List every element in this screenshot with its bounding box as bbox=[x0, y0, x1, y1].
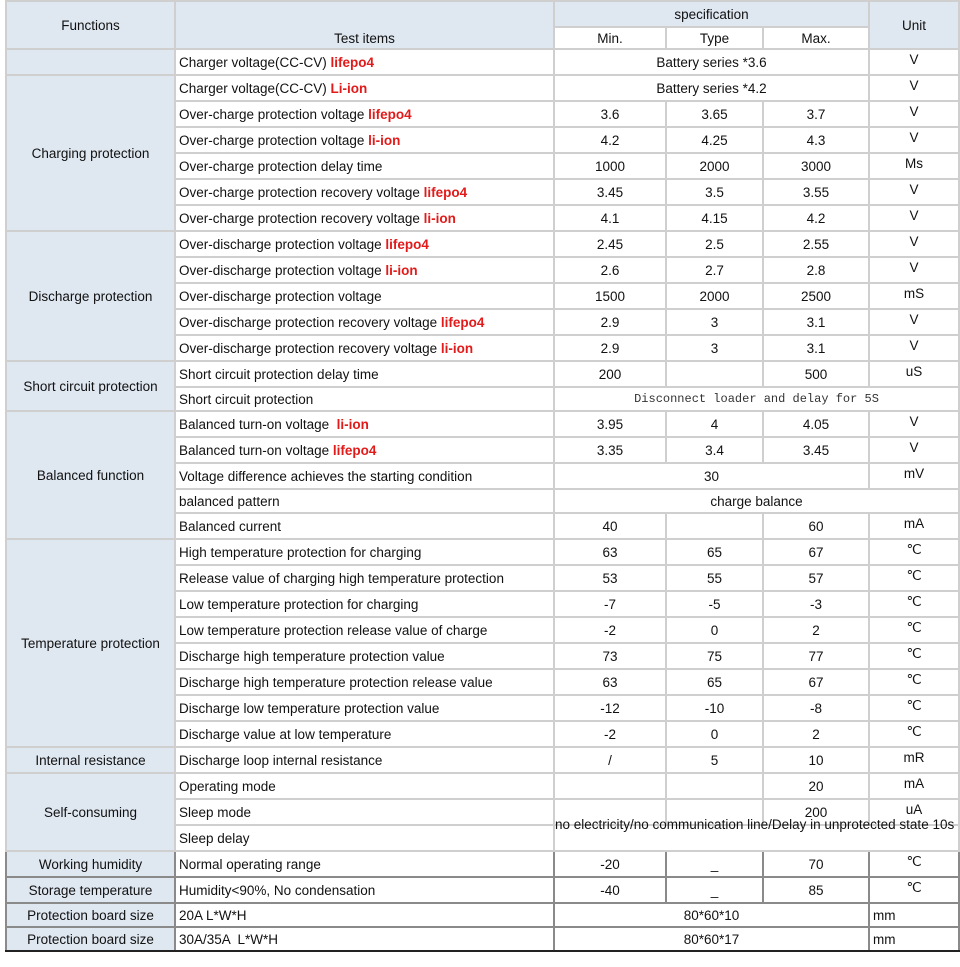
spec-value-cell: Battery series *4.2 bbox=[554, 75, 869, 101]
function-cell: Protection board size bbox=[6, 927, 175, 951]
spec-value-cell: Battery series *3.6 bbox=[554, 49, 869, 75]
test-item-label: Release value of charging high temperature protection bbox=[179, 570, 504, 586]
type-cell: 3.65 bbox=[666, 101, 763, 127]
unit-cell: ℃ bbox=[869, 669, 959, 695]
max-cell: -3 bbox=[763, 591, 869, 617]
function-cell bbox=[6, 49, 175, 75]
table-row bbox=[6, 851, 959, 877]
max-cell: 2.8 bbox=[763, 257, 869, 283]
test-item-cell bbox=[175, 513, 554, 539]
unit-cell: V bbox=[869, 309, 959, 335]
max-cell: 57 bbox=[763, 565, 869, 591]
min-cell bbox=[554, 773, 666, 799]
test-item-label: Low temperature protection release value of charge bbox=[179, 622, 488, 638]
chemistry-highlight: lifepo4 bbox=[385, 236, 429, 252]
test-item-cell bbox=[175, 539, 554, 565]
test-item-label: Over-discharge protection voltage bbox=[179, 262, 386, 278]
min-cell: 3.35 bbox=[554, 437, 666, 463]
unit-cell: V bbox=[869, 127, 959, 153]
type-cell: 65 bbox=[666, 669, 763, 695]
function-cell: Working humidity bbox=[6, 851, 175, 877]
type-cell: 3 bbox=[666, 335, 763, 361]
header-type: Type bbox=[666, 27, 763, 49]
max-cell: 10 bbox=[763, 747, 869, 773]
test-item-label: Balanced current bbox=[179, 518, 282, 534]
unit-cell: ℃ bbox=[869, 695, 959, 721]
unit-cell: V bbox=[869, 231, 959, 257]
function-cell: Discharge protection bbox=[6, 231, 175, 361]
test-item-label: Operating mode bbox=[179, 778, 276, 794]
sleep-delay-text: no electricity/no communication line/Delay in unprotected state 10s bbox=[555, 817, 955, 832]
test-item-label: Discharge high temperature protection release value bbox=[179, 674, 493, 690]
test-item-cell bbox=[175, 695, 554, 721]
table-row bbox=[6, 747, 959, 773]
min-cell: 4.2 bbox=[554, 127, 666, 153]
unit-cell: V bbox=[869, 411, 959, 437]
type-cell: 0 bbox=[666, 721, 763, 747]
test-item-label: Over-discharge protection voltage bbox=[179, 236, 386, 252]
min-cell: 63 bbox=[554, 669, 666, 695]
min-cell: 2.9 bbox=[554, 335, 666, 361]
type-cell: 2000 bbox=[666, 153, 763, 179]
max-cell: 4.3 bbox=[763, 127, 869, 153]
unit-cell: ℃ bbox=[869, 617, 959, 643]
test-item-label: Discharge loop internal resistance bbox=[179, 752, 383, 768]
max-cell: 20 bbox=[763, 773, 869, 799]
test-item-label: Over-discharge protection recovery voltage bbox=[179, 314, 441, 330]
header-min: Min. bbox=[554, 27, 666, 49]
unit-cell: ℃ bbox=[869, 539, 959, 565]
min-cell: 1500 bbox=[554, 283, 666, 309]
max-cell: 3.1 bbox=[763, 309, 869, 335]
unit-cell: ℃ bbox=[869, 721, 959, 747]
test-item-cell bbox=[175, 205, 554, 231]
table-row bbox=[6, 927, 959, 951]
spec-value-cell: Disconnect loader and delay for 5S bbox=[554, 387, 959, 411]
type-cell: 65 bbox=[666, 539, 763, 565]
test-item-label: Balanced turn-on voltage bbox=[179, 416, 337, 432]
type-cell bbox=[666, 773, 763, 799]
unit-cell: ℃ bbox=[869, 565, 959, 591]
unit-cell: ℃ bbox=[869, 643, 959, 669]
max-cell: 3.1 bbox=[763, 335, 869, 361]
test-item-label: balanced pattern bbox=[179, 493, 280, 509]
test-item-label: 20A L*W*H bbox=[179, 907, 247, 923]
test-item-label: 30A/35A L*W*H bbox=[179, 931, 279, 947]
test-item-cell bbox=[175, 179, 554, 205]
min-cell: -20 bbox=[554, 851, 666, 877]
test-item-cell bbox=[175, 283, 554, 309]
unit-cell: V bbox=[869, 257, 959, 283]
chemistry-highlight: lifepo4 bbox=[330, 54, 375, 70]
test-item-label: Over-charge protection recovery voltage bbox=[179, 184, 424, 200]
table-row bbox=[6, 411, 959, 437]
type-cell bbox=[666, 361, 763, 387]
type-cell: 3.4 bbox=[666, 437, 763, 463]
function-cell: Storage temperature bbox=[6, 877, 175, 903]
min-cell: -12 bbox=[554, 695, 666, 721]
sleep-delay-value bbox=[554, 817, 959, 851]
test-item-label: Charger voltage(CC-CV) bbox=[179, 54, 331, 70]
unit-cell: mR bbox=[869, 747, 959, 773]
max-cell: 60 bbox=[763, 513, 869, 539]
test-item-cell bbox=[175, 101, 554, 127]
test-item-cell bbox=[175, 799, 554, 825]
chemistry-highlight: lifepo4 bbox=[332, 442, 377, 458]
min-cell: -2 bbox=[554, 617, 666, 643]
test-item-cell bbox=[175, 309, 554, 335]
min-cell: -2 bbox=[554, 721, 666, 747]
test-item-label: Charger voltage(CC-CV) bbox=[179, 80, 331, 96]
chemistry-highlight: Li-ion bbox=[330, 80, 368, 96]
max-cell: 200 bbox=[763, 799, 869, 825]
test-item-cell bbox=[175, 49, 554, 75]
type-cell: 2000 bbox=[666, 283, 763, 309]
type-cell bbox=[666, 513, 763, 539]
max-cell: 3.45 bbox=[763, 437, 869, 463]
min-cell: 2.45 bbox=[554, 231, 666, 257]
test-item-cell bbox=[175, 387, 554, 411]
unit-cell: V bbox=[869, 335, 959, 361]
test-item-label: Over-charge protection recovery voltage bbox=[179, 210, 424, 226]
function-cell: Charging protection bbox=[6, 75, 175, 231]
unit-cell: mA bbox=[869, 513, 959, 539]
test-item-label: Discharge low temperature protection value bbox=[179, 700, 440, 716]
unit-cell: V bbox=[869, 179, 959, 205]
test-item-label: High temperature protection for charging bbox=[179, 544, 422, 560]
test-item-cell bbox=[175, 903, 554, 927]
test-item-label: Normal operating range bbox=[179, 856, 321, 872]
unit-cell: uA bbox=[869, 799, 959, 825]
test-item-cell bbox=[175, 411, 554, 437]
max-cell: 77 bbox=[763, 643, 869, 669]
chemistry-highlight: li-ion bbox=[423, 210, 456, 226]
max-cell: 3000 bbox=[763, 153, 869, 179]
function-cell: Balanced function bbox=[6, 411, 175, 539]
test-item-cell bbox=[175, 669, 554, 695]
test-item-label: Discharge value at low temperature bbox=[179, 726, 392, 742]
table-row bbox=[6, 75, 959, 101]
spec-value-cell: 80*60*17 bbox=[554, 927, 869, 951]
max-cell: 85 bbox=[763, 877, 869, 903]
test-item-cell bbox=[175, 747, 554, 773]
test-item-cell bbox=[175, 591, 554, 617]
chemistry-highlight: lifepo4 bbox=[368, 106, 412, 122]
function-cell: Temperature protection bbox=[6, 539, 175, 747]
min-cell: 2.6 bbox=[554, 257, 666, 283]
unit-cell: uS bbox=[869, 361, 959, 387]
test-item-cell bbox=[175, 773, 554, 799]
header-unit: Unit bbox=[869, 1, 959, 49]
chemistry-highlight: lifepo4 bbox=[440, 314, 485, 330]
max-cell: 67 bbox=[763, 539, 869, 565]
min-cell: 3.95 bbox=[554, 411, 666, 437]
type-cell: 3 bbox=[666, 309, 763, 335]
test-item-cell bbox=[175, 127, 554, 153]
max-cell: 2 bbox=[763, 617, 869, 643]
test-item-cell bbox=[175, 927, 554, 951]
test-item-cell bbox=[175, 75, 554, 101]
test-item-cell bbox=[175, 721, 554, 747]
type-cell: 3.5 bbox=[666, 179, 763, 205]
test-item-label: Over-charge protection voltage bbox=[179, 106, 369, 122]
test-item-label: Discharge high temperature protection value bbox=[179, 648, 445, 664]
chemistry-highlight: li-ion bbox=[336, 416, 369, 432]
type-cell: 4 bbox=[666, 411, 763, 437]
type-cell: 5 bbox=[666, 747, 763, 773]
max-cell: 2 bbox=[763, 721, 869, 747]
max-cell: 3.55 bbox=[763, 179, 869, 205]
table-row bbox=[6, 903, 959, 927]
unit-cell: ℃ bbox=[869, 851, 959, 877]
unit-cell: V bbox=[869, 437, 959, 463]
table-row bbox=[6, 773, 959, 799]
test-item-cell bbox=[175, 361, 554, 387]
unit-cell: V bbox=[869, 101, 959, 127]
min-cell: / bbox=[554, 747, 666, 773]
unit-cell: V bbox=[869, 49, 959, 75]
test-item-cell bbox=[175, 617, 554, 643]
test-item-label: Voltage difference achieves the starting condition bbox=[179, 468, 473, 484]
unit-cell: mm bbox=[869, 903, 959, 927]
max-cell: 2500 bbox=[763, 283, 869, 309]
table-row bbox=[6, 231, 959, 257]
unit-cell: ℃ bbox=[869, 877, 959, 903]
min-cell: 3.6 bbox=[554, 101, 666, 127]
min-cell: 3.45 bbox=[554, 179, 666, 205]
min-cell: 2.9 bbox=[554, 309, 666, 335]
unit-cell: mS bbox=[869, 283, 959, 309]
test-item-cell bbox=[175, 643, 554, 669]
test-item-label: Humidity<90%, No condensation bbox=[179, 882, 376, 898]
min-cell: 53 bbox=[554, 565, 666, 591]
spec-value-cell: 30 bbox=[554, 463, 869, 489]
header-specification: specification bbox=[554, 1, 869, 27]
type-cell: 75 bbox=[666, 643, 763, 669]
function-cell: Internal resistance bbox=[6, 747, 175, 773]
max-cell: 4.2 bbox=[763, 205, 869, 231]
type-cell: 2.5 bbox=[666, 231, 763, 257]
spec-value-cell: charge balance bbox=[554, 489, 959, 513]
test-item-cell bbox=[175, 335, 554, 361]
function-cell: Short circuit protection bbox=[6, 361, 175, 411]
max-cell: 2.55 bbox=[763, 231, 869, 257]
min-cell: 40 bbox=[554, 513, 666, 539]
unit-cell: ℃ bbox=[869, 591, 959, 617]
test-item-cell bbox=[175, 437, 554, 463]
max-cell: 4.05 bbox=[763, 411, 869, 437]
min-cell: -40 bbox=[554, 877, 666, 903]
spec-value-cell: 80*60*10 bbox=[554, 903, 869, 927]
test-item-label: Sleep delay bbox=[179, 830, 250, 846]
table-row bbox=[6, 539, 959, 565]
test-item-label: Balanced turn-on voltage bbox=[179, 442, 333, 458]
test-item-label: Over-discharge protection recovery voltage bbox=[179, 340, 441, 356]
header-functions: Functions bbox=[6, 1, 175, 49]
min-cell: 200 bbox=[554, 361, 666, 387]
max-cell: 67 bbox=[763, 669, 869, 695]
test-item-cell bbox=[175, 257, 554, 283]
table-row bbox=[6, 361, 959, 387]
type-cell: -5 bbox=[666, 591, 763, 617]
min-cell: 1000 bbox=[554, 153, 666, 179]
unit-cell: Ms bbox=[869, 153, 959, 179]
test-item-cell bbox=[175, 825, 554, 851]
test-item-cell bbox=[175, 851, 554, 877]
test-item-cell bbox=[175, 877, 554, 903]
test-item-label: Short circuit protection delay time bbox=[179, 366, 379, 382]
header-test-items: Test items bbox=[175, 1, 554, 49]
type-cell: _ bbox=[666, 877, 763, 903]
test-item-label: Low temperature protection for charging bbox=[179, 596, 419, 612]
test-item-cell bbox=[175, 489, 554, 513]
test-item-label: Short circuit protection bbox=[179, 391, 314, 407]
unit-cell: mV bbox=[869, 463, 959, 489]
min-cell: 73 bbox=[554, 643, 666, 669]
unit-cell: mA bbox=[869, 773, 959, 799]
test-item-label: Over-discharge protection voltage bbox=[179, 288, 382, 304]
max-cell: 70 bbox=[763, 851, 869, 877]
unit-cell: V bbox=[869, 75, 959, 101]
test-item-label: Sleep mode bbox=[179, 804, 252, 820]
unit-cell: V bbox=[869, 205, 959, 231]
test-item-label: Over-charge protection delay time bbox=[179, 158, 383, 174]
test-item-cell bbox=[175, 231, 554, 257]
type-cell: 4.25 bbox=[666, 127, 763, 153]
type-cell: 0 bbox=[666, 617, 763, 643]
min-cell: 63 bbox=[554, 539, 666, 565]
header-max: Max. bbox=[763, 27, 869, 49]
function-cell: Protection board size bbox=[6, 903, 175, 927]
test-item-cell bbox=[175, 463, 554, 489]
min-cell: -7 bbox=[554, 591, 666, 617]
table-row bbox=[6, 49, 959, 75]
test-item-cell bbox=[175, 565, 554, 591]
chemistry-highlight: li-ion bbox=[368, 132, 401, 148]
chemistry-highlight: lifepo4 bbox=[423, 184, 468, 200]
specification-table bbox=[5, 0, 960, 952]
header-row bbox=[6, 1, 959, 27]
max-cell: 500 bbox=[763, 361, 869, 387]
max-cell: 3.7 bbox=[763, 101, 869, 127]
type-cell: -10 bbox=[666, 695, 763, 721]
test-item-cell bbox=[175, 153, 554, 179]
type-cell: 55 bbox=[666, 565, 763, 591]
table-row bbox=[6, 877, 959, 903]
type-cell: _ bbox=[666, 851, 763, 877]
function-cell: Self-consuming bbox=[6, 773, 175, 851]
type-cell: 2.7 bbox=[666, 257, 763, 283]
type-cell: 4.15 bbox=[666, 205, 763, 231]
unit-cell: mm bbox=[869, 927, 959, 951]
chemistry-highlight: li-ion bbox=[440, 340, 474, 356]
test-item-label: Over-charge protection voltage bbox=[179, 132, 369, 148]
max-cell: -8 bbox=[763, 695, 869, 721]
min-cell: 4.1 bbox=[554, 205, 666, 231]
chemistry-highlight: li-ion bbox=[385, 262, 418, 278]
